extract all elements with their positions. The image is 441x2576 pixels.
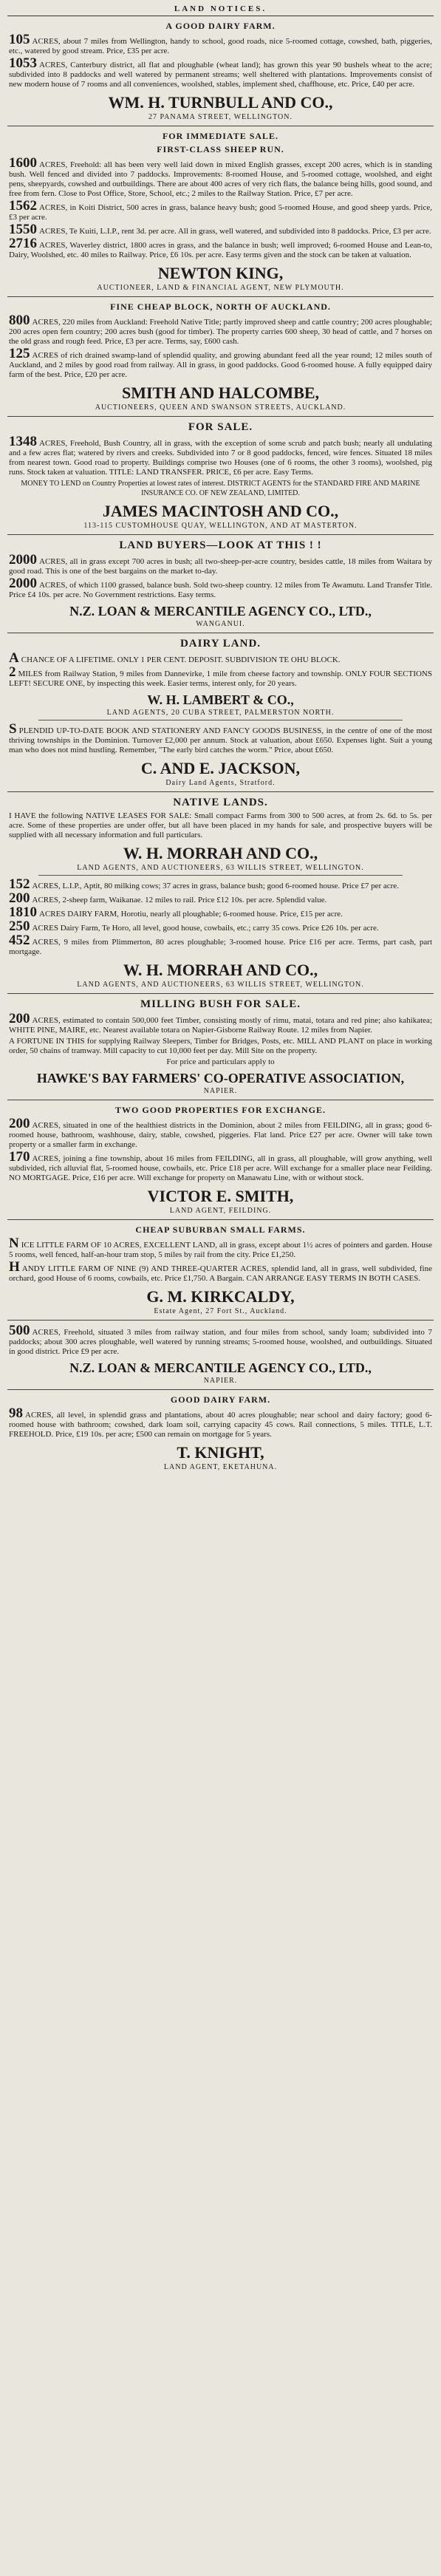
advertiser-name: VICTOR E. SMITH, — [147, 1187, 294, 1205]
newspaper-page — [7, 0, 434, 1476]
listing-text: ACRES, Freehold: all has been very well laid down in mixed English grasses, except 200 acres, which is in standing bush. Well fenced and divided into 7 paddocks. Improvements: 8-roomed House, and 5-roomed cottage, woolshed, and eight pens, sheepyards, cowshed and outbuildings. There are about 400 acres of very rich flats, the balance being hills, good sound, and free from fern. Close to Post Office, Store, School, etc.; 2 miles to the Railway Station. Price, £7 per acre. — [9, 160, 432, 198]
listing — [9, 876, 432, 892]
listing-acreage: 1550 — [9, 222, 37, 237]
advertiser-name: W. H. MORRAH AND CO., — [123, 844, 318, 862]
listing-acreage: 800 — [9, 313, 30, 328]
listing-acreage: 1348 — [9, 434, 37, 449]
listing-text: ACRES, 2-sheep farm, Waikanae. 12 miles to rail. Price £12 10s. per acre. Splendid value. — [32, 896, 327, 904]
listing-acreage: 170 — [9, 1149, 30, 1165]
listing-text: CHANCE OF A LIFETIME. ONLY 1 PER CENT. DEPOSIT. SUBDIVISION TE OHU BLOCK. — [21, 655, 341, 664]
ad-land-buyers — [7, 535, 434, 633]
listing-text: ACRES, 220 miles from Auckland: Freehold Native Title; partly improved sheep and cattle country; 200 acres ploughable; 200 acres open fern country; 200 acres bush (good for timber). The property carries 600 sheep, 30 head of cattle, and 7 horses on the old grass and rough feed. Price, £3 per acre. Terms, say, £600 cash. — [9, 318, 432, 346]
listing-text: ACRES, in Koiti District, 500 acres in grass, balance heavy bush; good 5-roomed House, and good sheep yards. Price, £3 per acre. — [9, 203, 432, 222]
ad-heading: MILLING BUSH FOR SALE. — [140, 998, 301, 1010]
advertiser-subtitle: LAND AGENTS, AND AUCTIONEERS, 63 WILLIS STREET, WELLINGTON. — [77, 981, 364, 989]
section-masthead: LAND NOTICES. — [7, 3, 434, 16]
listing-acreage: 200 — [9, 1116, 30, 1131]
listing-text: ICE LITTLE FARM OF 10 ACRES, EXCELLENT LAND, all in grass, except about 1½ acres of pointers and garden. House 5 rooms, well fenced, half-an-hour tram stop, 5 miles by rail from the city. Price £1,250. — [9, 1241, 432, 1259]
ad-body: A FORTUNE IN THIS for supplying Railway Sleepers, Timber for Bridges, Posts, etc. MILL AND PLANT on place in working order, 50 chains of tramway. Mill capacity to cut 10,000 feet per day. Mill Site on the property. — [9, 1037, 432, 1055]
listing-text: ACRES, Freehold, situated 3 miles from railway station, and four miles from school, sandy loam; subdivided into 7 paddocks; about 300 acres ploughable, well watered by running streams; 5-roomed house, woolshed, and outbuildings. Situated in good district. Price £9 per acre. — [9, 1328, 432, 1356]
advertiser-name: N.Z. LOAN & MERCANTILE AGENCY CO., LTD., — [69, 604, 372, 619]
listing-acreage: 200 — [9, 1011, 30, 1026]
listing — [9, 157, 432, 199]
advertiser-name: T. KNIGHT, — [177, 1443, 264, 1462]
ad-suburban-farms — [7, 1220, 434, 1321]
advertiser-name: JAMES MACINTOSH AND CO., — [102, 502, 339, 520]
listing — [9, 578, 432, 600]
ad-heading: FINE CHEAP BLOCK, NORTH OF AUCKLAND. — [110, 301, 331, 312]
listing-acreage: 2 — [9, 664, 16, 680]
listing-dropcap: N — [9, 1236, 19, 1251]
advertiser-subtitle: LAND AGENT, EKETAHUNA. — [163, 1463, 278, 1471]
listing — [9, 904, 432, 920]
ad-heading: DAIRY LAND. — [180, 638, 261, 650]
advertiser-address: NAPIER. — [203, 1087, 238, 1095]
advertiser-subtitle: Dairy Land Agents, Stratford. — [165, 779, 276, 787]
listing-text: ACRES, Te Kuiti, L.I.P., rent 3d. per acre. All in grass, well watered, and subdivided into 8 paddocks. Price, £3 per acre. — [39, 227, 431, 236]
listing-dropcap: H — [9, 1259, 20, 1275]
ad-heading: FOR IMMEDIATE SALE. — [162, 131, 279, 141]
listing-acreage: 452 — [9, 933, 30, 948]
listing-acreage: 1562 — [9, 198, 37, 214]
listing-text: ACRES, joining a fine township, about 16 miles from FEILDING, all in grass, all ploughable, will grow anything, well subdivided, rich alluvial flat, 5-roomed house, cowbails, etc. Price £18 per acre. Will exchange for a smaller place near Feilding. NO MORTGAGE. Price, £16 per acre. Will exchange for property on Manawatu Line, with or without stock. — [9, 1154, 432, 1182]
ad-milling-bush — [7, 994, 434, 1100]
listing-text: ACRES, about 7 miles from Wellington, handy to school, good roads, nice 5-roomed cottage, cowshed, bath, piggeries, etc., watered by good stream. Price, £35 per acre. — [9, 37, 432, 55]
listing-dropcap: S — [9, 721, 17, 737]
listing — [9, 1151, 432, 1183]
ad-exchange — [7, 1100, 434, 1220]
advertiser-name: W. H. MORRAH AND CO., — [123, 961, 318, 979]
listing — [9, 1405, 432, 1439]
listing-acreage: 200 — [9, 890, 30, 906]
listing — [9, 224, 432, 236]
ad-dairy-land — [7, 633, 434, 792]
advertiser-address: 27 PANAMA STREET, WELLINGTON. — [148, 113, 293, 121]
advertiser-address: WANGANUI. — [196, 620, 245, 628]
advertiser-subtitle: AUCTIONEER, LAND & FINANCIAL AGENT, NEW PLYMOUTH. — [97, 284, 344, 292]
listing-text: ACRES, Freehold, Bush Country, all in grass, with the exception of some scrub and patch bush; nearly all undulating and a few acres flat; watered by rivers and creeks. Subdivided into 7 or 8 good paddocks, fenced, wire fences. Situated 18 miles from nearest town. Good road to property. Buildings comprise two Houses (one of 6 rooms, the other 3 rooms), woolshed, pig runs. Stock taken at valuation. TITLE: LAND TRANSFER. PRICE, £6 per acre. Easy Terms. — [9, 439, 432, 477]
ad-good-dairy-farm — [7, 1390, 434, 1476]
ad-for-sale — [7, 417, 434, 535]
ad-dairy-farm-wellington — [7, 16, 434, 126]
advertiser-name: W. H. LAMBERT & CO., — [147, 692, 294, 707]
listing-acreage: 500 — [9, 1323, 30, 1338]
listing — [9, 238, 432, 260]
listing-acreage: 152 — [9, 876, 30, 892]
listing — [9, 554, 432, 576]
divider — [38, 875, 403, 876]
listing — [9, 200, 432, 222]
ad-immediate-sale — [7, 126, 434, 297]
listing-text: ACRES, all level, in splendid grass and plantations, about 40 acres ploughable; near school and dairy factory; good 6-roomed house with bathroom; cowshed, dark loam soil, carrying capacity 45 cows. Rail connections, 5 miles. TITLE, L.T. FREEHOLD. Price, £19 10s. per acre; £500 can remain on mortgage for 5 years. — [9, 1411, 432, 1439]
listing-acreage: 2716 — [9, 236, 37, 251]
ad-cheap-block — [7, 297, 434, 417]
ad-heading: NATIVE LANDS. — [173, 797, 268, 808]
advertiser-name: NEWTON KING, — [157, 264, 284, 282]
ad-heading: A GOOD DAIRY FARM. — [165, 21, 276, 31]
listing-text: ACRES, all in grass except 700 acres in bush; all two-sheep-per-acre country, besides cattle, 18 miles from Waitara by good road. This is one of the best bargains on the market to-day. — [9, 557, 432, 576]
listing — [9, 348, 432, 380]
listing — [9, 34, 432, 56]
listing — [9, 315, 432, 347]
advertiser-address: 113-115 CUSTOMHOUSE QUAY, WELLINGTON, AND AT MASTERTON. — [83, 522, 358, 530]
listing — [9, 935, 432, 957]
listing — [9, 55, 432, 89]
ad-heading: TWO GOOD PROPERTIES FOR EXCHANGE. — [115, 1105, 326, 1115]
advertiser-name: SMITH AND HALCOMBE, — [121, 384, 320, 402]
ad-heading: LAND BUYERS—LOOK AT THIS ! ! — [119, 539, 322, 551]
listing — [9, 921, 432, 933]
listing-text: ACRES, estimated to contain 500,000 feet Timber, consisting mostly of rimu, matai, totara and red pine; also kahikatea; WHITE PINE, MAIRE, etc. Nearest available totara on Napier-Gisborne Railway Route. 12 miles from Napier. — [9, 1016, 432, 1035]
advertiser-subtitle: LAND AGENTS, 20 CUBA STREET, PALMERSTON NORTH. — [106, 709, 335, 717]
listing — [9, 1325, 432, 1357]
advertiser-address: AUCTIONEERS, QUEEN AND SWANSON STREETS, AUCKLAND. — [95, 403, 346, 412]
listing — [9, 723, 432, 755]
ad-native-lands — [7, 792, 434, 994]
money-to-lend-notice: MONEY TO LEND on Country Properties at lowest rates of interest. DISTRICT AGENTS for the STANDARD FIRE AND MARINE INSURANCE CO. OF NEW ZEALAND, LIMITED. — [21, 480, 420, 497]
listing — [9, 1118, 432, 1150]
listing-acreage: 98 — [9, 1405, 23, 1421]
listing-text: ANDY LITTLE FARM OF NINE (9) AND THREE-QUARTER ACRES, splendid land, all in grass, well subdivided, fine orchard, good House of 6 rooms, cowbails, etc. Price £1,750. A Bargain. CAN ARRANGE EASY TERMS IN BOTH CASES. — [9, 1264, 432, 1283]
listing-text: PLENDID UP-TO-DATE BOOK AND STATIONERY AND FANCY GOODS BUSINESS, in the centre of one of the most thriving townships in the Dominion. Turnover £2,000 per annum. Stock at valuation, about £650. Expenses light. Suit a young man who does not mind hustling. Remember, "The early bird catches the worm." Price, about £650. — [9, 726, 432, 754]
listing — [9, 890, 432, 906]
advertiser-name: WM. H. TURNBULL AND CO., — [108, 93, 333, 112]
ad-napier-farm — [7, 1321, 434, 1390]
ad-heading: GOOD DAIRY FARM. — [170, 1394, 271, 1405]
listing-acreage: 2000 — [9, 552, 37, 568]
listing-text: ACRES, 9 miles from Plimmerton, 80 acres ploughable; 3-roomed house. Price £16 per acre. Terms, part cash, part mortgage. — [9, 938, 432, 956]
ad-apply-note: For price and particulars apply to — [166, 1057, 275, 1066]
listing — [9, 664, 432, 689]
listing-text: ACRES, Waverley district, 1800 acres in grass, and the balance in bush; well improved; 6-roomed House and Lean-to, Dairy, Woolshed, etc. 40 miles to Railway. Price, £6 10s. per acre. Easy terms given and the stock can be taken at valuation. — [9, 241, 432, 259]
advertiser-name: HAWKE'S BAY FARMERS' CO-OPERATIVE ASSOCIATION, — [36, 1071, 405, 1086]
listing-acreage: A — [9, 650, 19, 666]
listing — [9, 1238, 432, 1260]
ad-heading: FOR SALE. — [188, 421, 253, 433]
ad-heading: CHEAP SUBURBAN SMALL FARMS. — [135, 1224, 306, 1235]
listing — [9, 1013, 432, 1035]
advertiser-subtitle: LAND AGENTS, AND AUCTIONEERS, 63 WILLIS STREET, WELLINGTON. — [77, 864, 364, 872]
listing-text: MILES from Railway Station, 9 miles from Dannevirke, 1 mile from cheese factory and township. ONLY FOUR SECTIONS LEFT! SECURE ONE, by inspecting this week. Easier terms, interest only, for 20 years. — [9, 669, 432, 688]
advertiser-name: N.Z. LOAN & MERCANTILE AGENCY CO., LTD., — [69, 1360, 372, 1375]
listing-text: ACRES DAIRY FARM, Horotiu, nearly all ploughable; 6-roomed house. Price, £15 per acre. — [39, 910, 343, 919]
listing-acreage: 125 — [9, 346, 30, 361]
intro-text: I HAVE the following NATIVE LEASES FOR SALE: Small compact Farms from 300 to 500 acres, at from 2s. 6d. to 5s. per acre. Some of these properties are under offer, but all have been placed in my hands for sale, and prospective buyers will be supplied with all necessary information and full particulars. — [9, 811, 432, 839]
listing-text: ACRES, of which 1100 grassed, balance bush. Sold two-sheep country. 12 miles from Te Awamutu. Land Transfer Title. Price £4 10s. per acre. No Government restrictions. Easy terms. — [9, 581, 432, 599]
advertiser-subtitle: Estate Agent, 27 Fort St., Auckland. — [154, 1307, 287, 1315]
listing — [9, 652, 432, 665]
listing-acreage: 1600 — [9, 155, 37, 171]
advertiser-name: C. AND E. JACKSON, — [140, 759, 301, 777]
advertiser-name: G. M. KIRKCALDY, — [146, 1287, 295, 1306]
ad-subheading: FIRST-CLASS SHEEP RUN. — [157, 144, 284, 154]
listing-text: ACRES, Canterbury district, all flat and ploughable (wheat land); has grown this year 90 bushels wheat to the acre; subdivided into 8 paddocks and well watered by permanent streams; well sheltered with plantations. Improvements consist of new modern house of 7 rooms and all conveniences, woolshed, stables, implement shed, chaffhouse, etc. Price, £40 per acre. — [9, 61, 432, 89]
listing-acreage: 105 — [9, 32, 30, 47]
listing-text: ACRES, situated in one of the healthiest districts in the Dominion, about 2 miles from FEILDING, all in grass; good 6-roomed house, bathroom, washhouse, dairy, stable, cowshed, piggeries. Flat land. Price £27 per acre. Owner will take town property or a smaller farm in exchange. — [9, 1121, 432, 1149]
listing-text: ACRES, L.I.P., Aptit, 80 milking cows; 37 acres in grass, balance bush; good 6-roomed house. Price £7 per acre. — [32, 882, 399, 890]
listing-acreage: 1053 — [9, 55, 37, 71]
listing-text: ACRES of rich drained swamp-land of splendid quality, and growing abundant feed all the year round; 12 miles south of Auckland, and 2 miles by good road from railway. All in grass, in good paddocks. Good 6-roomed house. A fully equipped dairy farm of the best. Price, £20 per acre. — [9, 351, 432, 379]
advertiser-address: NAPIER. — [203, 1377, 238, 1385]
listing-acreage: 2000 — [9, 576, 37, 591]
listing-acreage: 250 — [9, 919, 30, 934]
advertiser-subtitle: LAND AGENT, FEILDING. — [169, 1207, 272, 1215]
listing-text: ACRES Dairy Farm, Te Horo, all level, good house, cowbails, etc.; carry 35 cows. Price £26 10s. per acre. — [32, 924, 379, 933]
listing — [9, 1261, 432, 1284]
listing — [9, 436, 432, 477]
listing-acreage: 1810 — [9, 904, 37, 920]
